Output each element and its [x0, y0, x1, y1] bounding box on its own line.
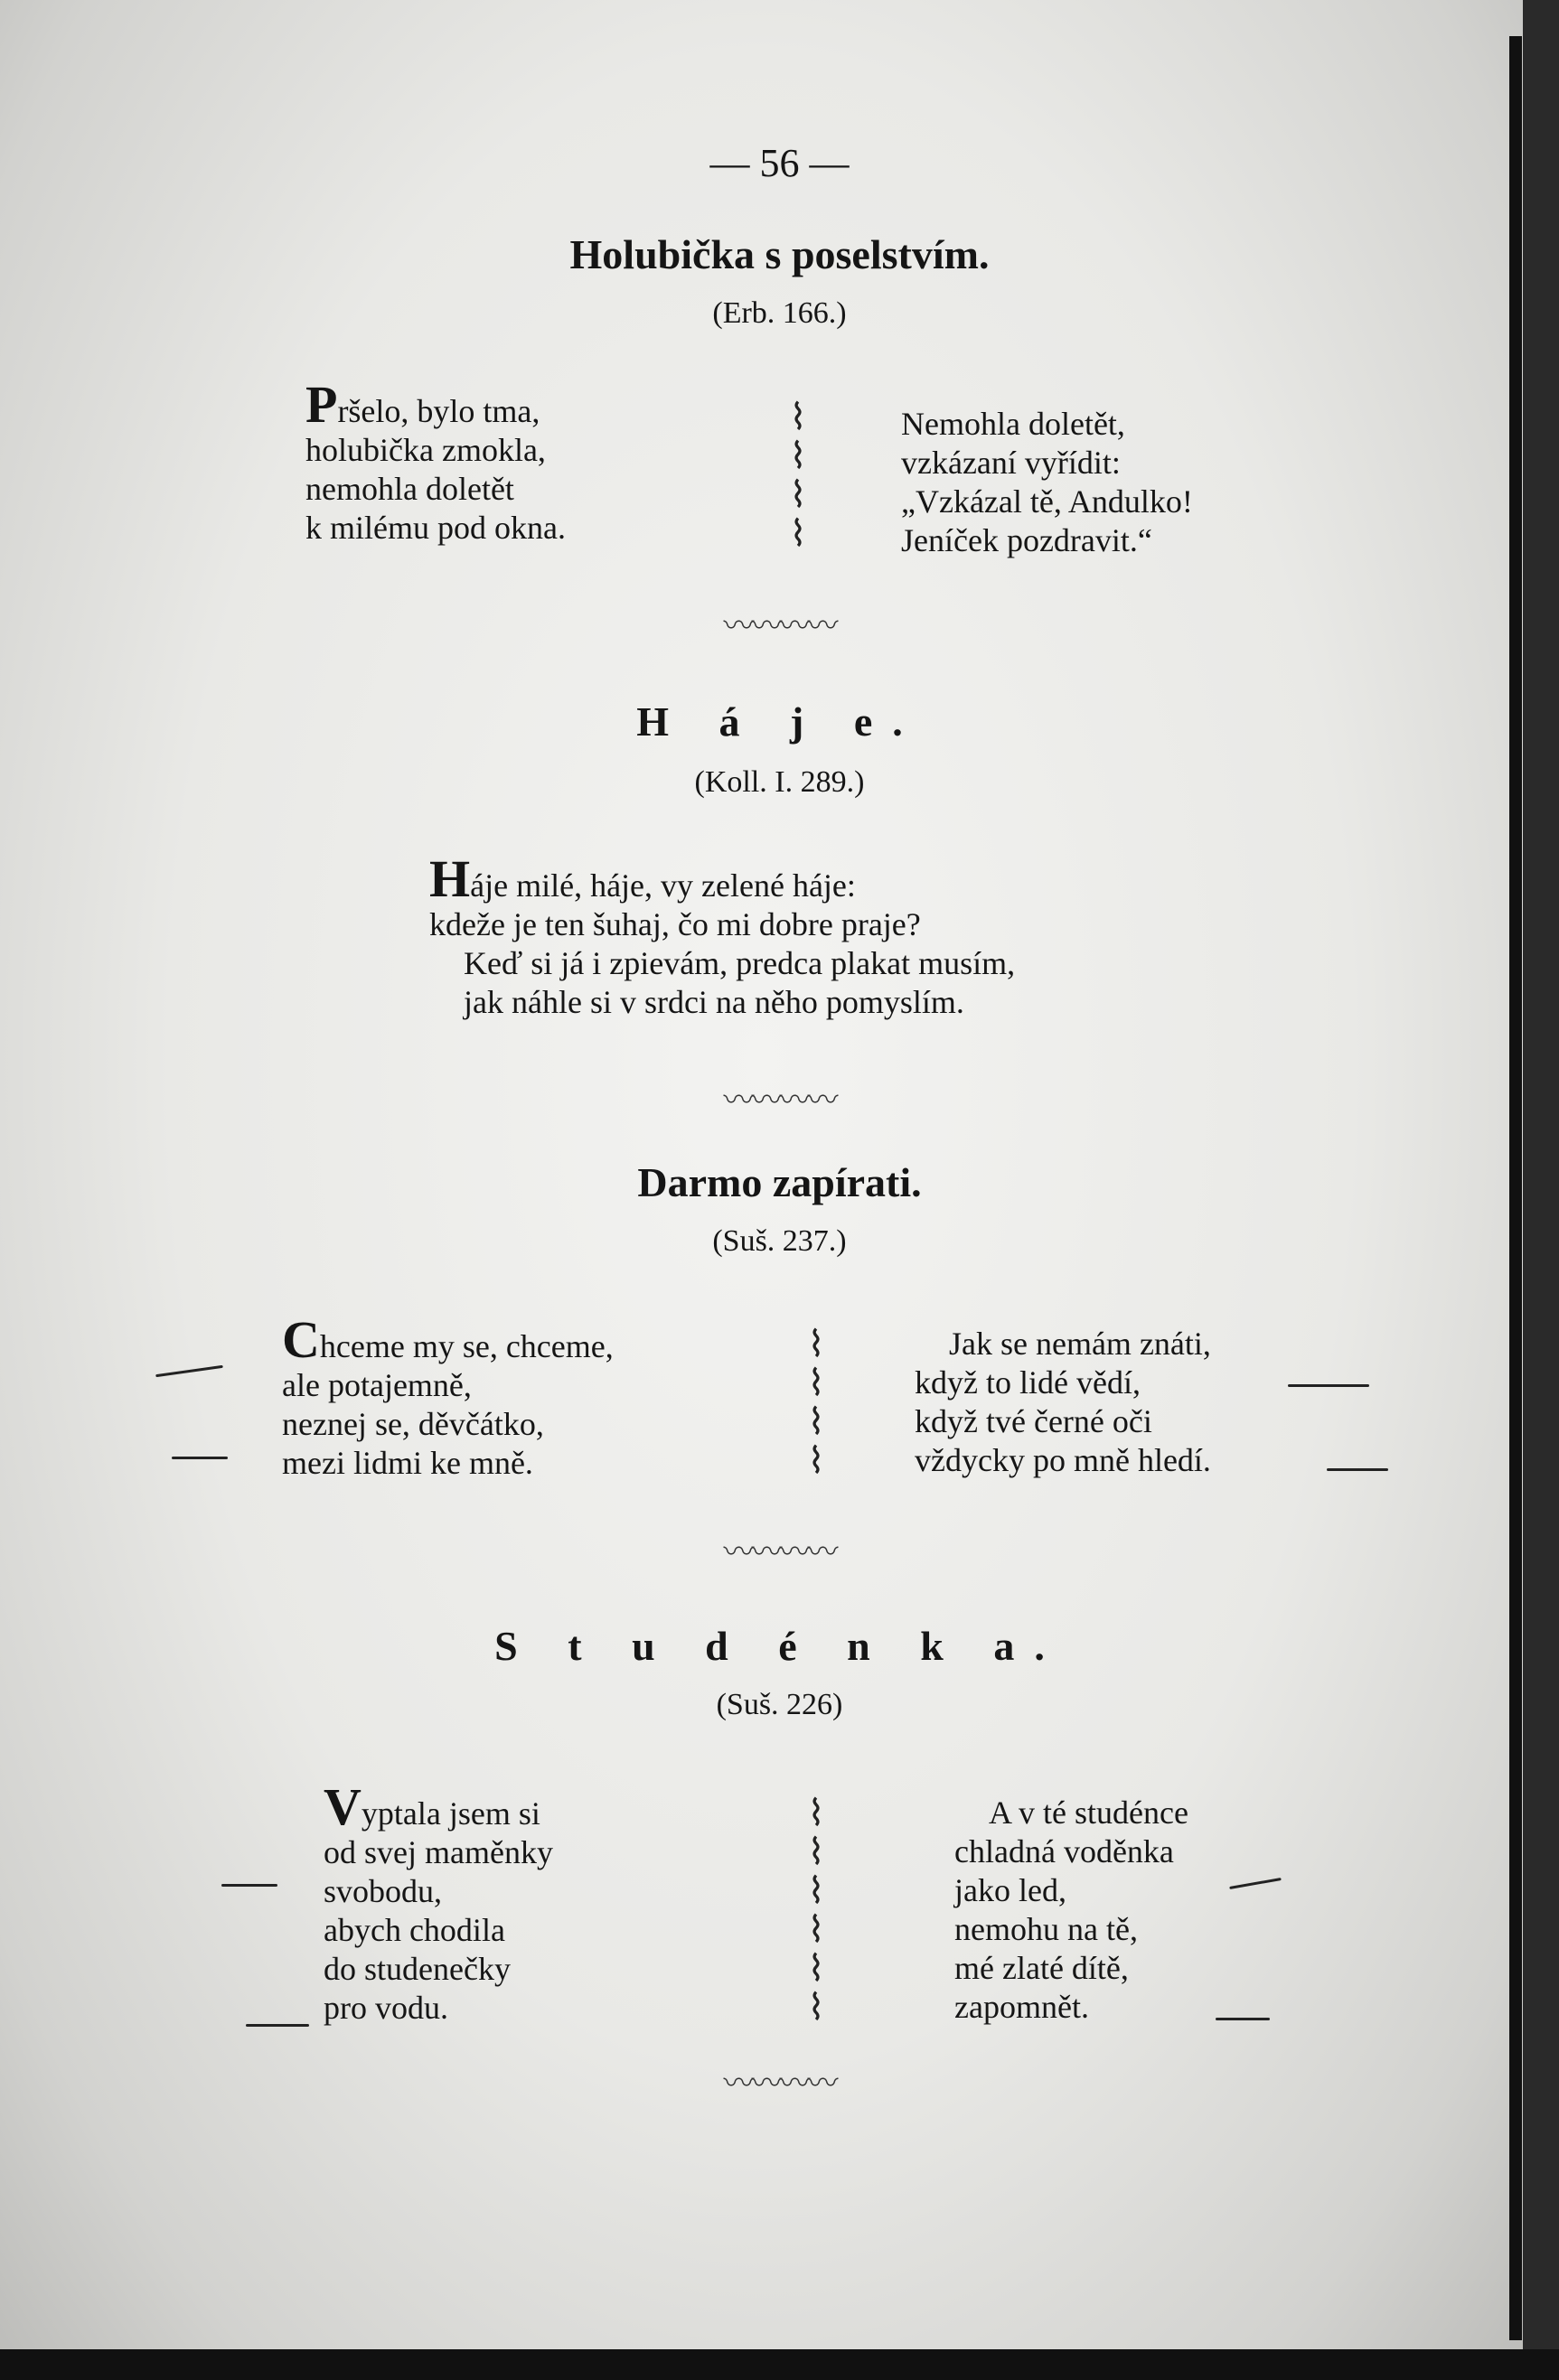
margin-mark: [155, 1365, 223, 1377]
margin-mark: [221, 1884, 277, 1887]
poem-title-holubicka: Holubička s poselstvím.: [569, 231, 990, 277]
margin-mark: [172, 1457, 228, 1459]
brace-divider: ⌇ ⌇ ⌇ ⌇ ⌇ ⌇: [807, 1793, 825, 2028]
margin-mark: [246, 2024, 309, 2027]
stanza-darmo-left: Chceme my se, chceme, ale potajemně, neznej se, děvčátko, mezi lidmi ke mně.: [282, 1310, 614, 1481]
margin-mark: [1288, 1384, 1369, 1387]
drop-cap: H: [429, 849, 471, 908]
stanza-haje: Háje milé, háje, vy zelené háje: kdeže je ten šuhaj, čo mi dobre praje? Keď si já i zpievám, predca plakat musím, jak náhle si v srdci na něho pomyslím.: [429, 849, 1016, 1020]
poem-title-haje: H á j e.: [636, 698, 923, 745]
brace-divider: ⌇ ⌇ ⌇ ⌇: [807, 1324, 825, 1481]
poem-title-darmo: Darmo zapírati.: [637, 1159, 922, 1205]
ornament-divider: 〰〰〰〰: [723, 610, 836, 643]
poem-source-haje: (Koll. I. 289.): [694, 765, 865, 799]
margin-mark: [1229, 1878, 1282, 1889]
poem-source-darmo: (Suš. 237.): [712, 1224, 847, 1258]
brace-divider: ⌇ ⌇ ⌇ ⌇: [789, 397, 807, 554]
margin-mark: [1216, 2018, 1270, 2020]
page-edge-shadow: [1509, 36, 1522, 2340]
drop-cap: C: [282, 1310, 320, 1369]
stanza-holubicka-left: Pršelo, bylo tma, holubička zmokla, nemohla doletět k milému pod okna.: [305, 375, 566, 546]
page-edge-shadow: [0, 2349, 1559, 2380]
ornament-divider: 〰〰〰〰: [723, 1084, 836, 1118]
poem-title-studenka: S t u d é n k a.: [494, 1623, 1065, 1669]
stanza-darmo-right: Jak se nemám znáti, když to lidé vědí, když tvé černé oči vždycky po mně hledí.: [915, 1326, 1211, 1478]
stanza-holubicka-right: Nemohla doletět, vzkázaní vyřídit: „Vzkázal tě, Andulko! Jeníček pozdravit.“: [901, 406, 1193, 558]
page-number: — 56 —: [709, 141, 850, 185]
drop-cap: P: [305, 375, 338, 434]
ornament-divider: 〰〰〰〰: [723, 1536, 836, 1569]
ornament-divider: 〰〰〰〰: [723, 2067, 836, 2101]
poem-source-studenka: (Suš. 226): [716, 1688, 843, 1721]
poem-source-holubicka: (Erb. 166.): [712, 296, 847, 330]
drop-cap: V: [324, 1777, 362, 1836]
stanza-studenka-left: Vyptala jsem si od svej maměnky svobodu, abych chodila do studenečky pro vodu.: [324, 1777, 553, 2026]
stanza-studenka-right: A v té studénce chladná voděnka jako led, nemohu na tě, mé zlaté dítě, zapomnět.: [954, 1794, 1188, 2025]
margin-mark: [1327, 1468, 1388, 1471]
